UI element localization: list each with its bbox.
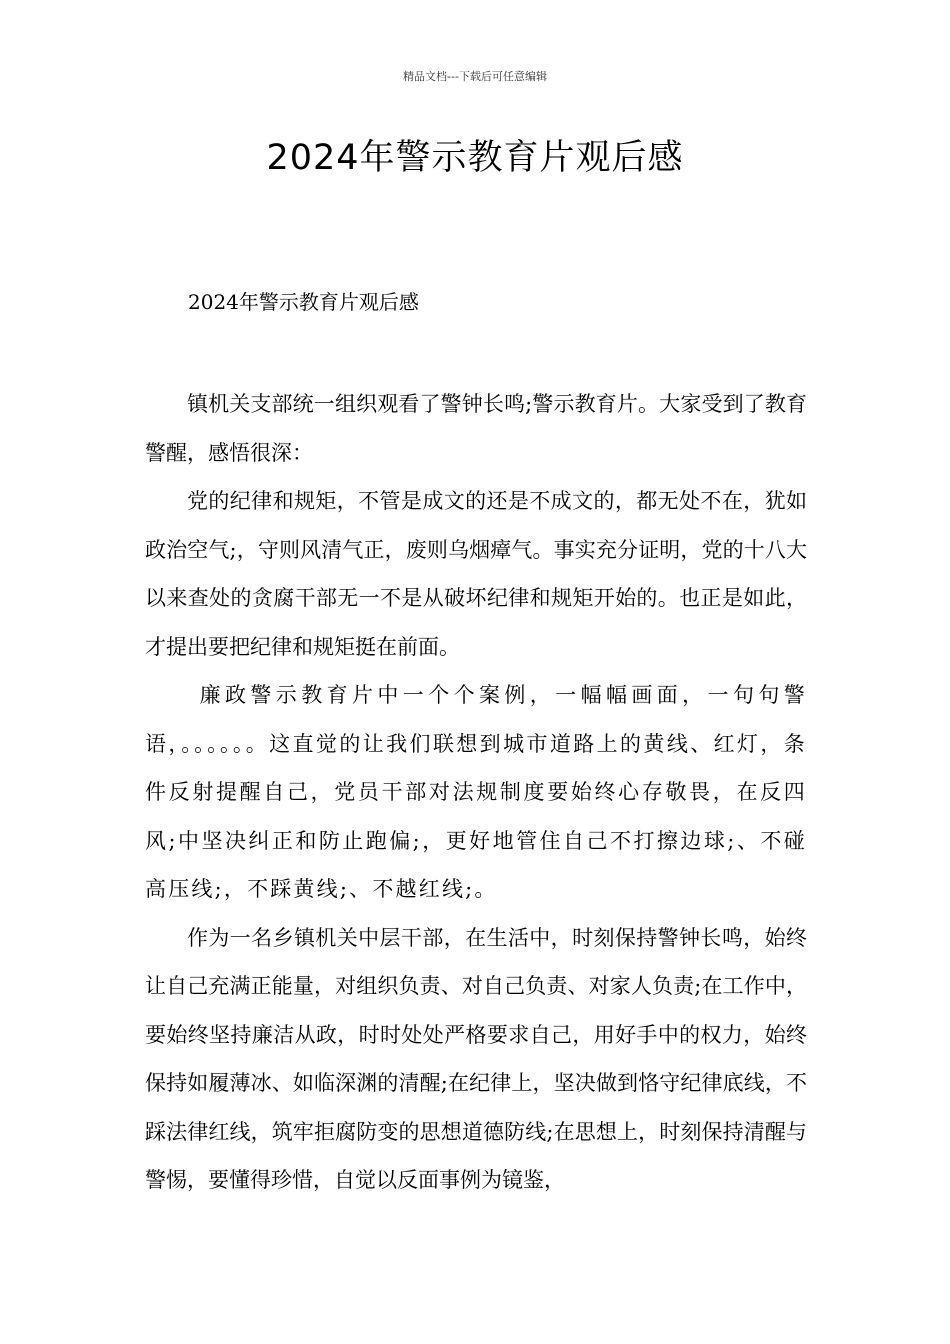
page-title: 2024年警示教育片观后感 (266, 138, 684, 178)
paragraph-1: 镇机关支部统一组织观看了警钟长鸣;警示教育片。大家受到了教育警醒，感悟很深： (145, 392, 807, 465)
document-body (145, 380, 807, 1205)
document-subtitle: 2024年警示教育片观后感 (188, 290, 419, 314)
paragraph-3: 廉政警示教育片中一个个案例，一幅幅画面，一句句警语，。。。。。。这直觉的让我们联想到城市道路上的黄线、红灯，条件反射提醒自己，党员干部对法规制度要始终心存敬畏，在反四风;中坚决纠正和防止跑偏;，更好地管住自己不打擦边球;、不碰高压线;，不踩黄线;、不越红线;。 (145, 683, 807, 901)
header-note: 精品文档---下载后可任意编辑 (403, 70, 547, 83)
paragraph-2: 党的纪律和规矩，不管是成文的还是不成文的，都无处不在，犹如政治空气;，守则风清气正，废则乌烟瘴气。事实充分证明，党的十八大以来查处的贪腐干部无一不是从破坏纪律和规矩开始的。也正是如此，才提出要把纪律和规矩挺在前面。 (145, 489, 807, 659)
paragraph-4: 作为一名乡镇机关中层干部，在生活中，时刻保持警钟长鸣，始终让自己充满正能量，对组织负责、对自己负责、对家人负责;在工作中，要始终坚持廉洁从政，时时处处严格要求自己，用好手中的权力，始终保持如履薄冰、如临深渊的清醒;在纪律上，坚决做到恪守纪律底线，不踩法律红线，筑牢拒腐防变的思想道德防线;在思想上，时刻保持清醒与警惕，要懂得珍惜，自觉以反面事例为镜鉴， (145, 925, 807, 1192)
